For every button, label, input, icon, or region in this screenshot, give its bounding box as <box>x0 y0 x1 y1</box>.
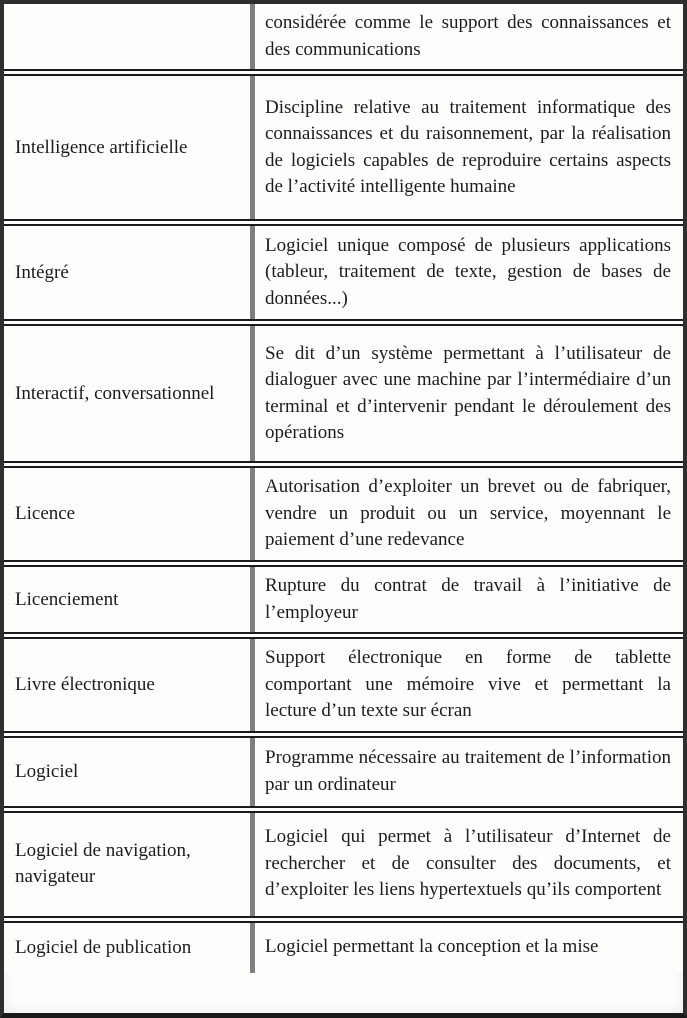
definition-text: Autorisation d’exploiter un brevet ou de fabriquer, vendre un produit ou un service, moyennant le paiement d’une redevance <box>265 476 671 551</box>
definition-text: Se dit d’un système permettant à l’utilisateur de dialoguer avec une machine par l’intermédiaire d’un terminal et d’intervenir pendant le déroulement des opérations <box>265 342 671 443</box>
term-cell <box>4 738 250 806</box>
term-text: Intelligence artificielle <box>15 136 188 158</box>
table-row <box>4 226 683 326</box>
definition-text: Support électronique en forme de tablette comportant une mémoire vive et permettant la lecture d’un texte sur écran <box>265 647 671 721</box>
table-row <box>4 326 683 468</box>
table-row <box>4 76 683 226</box>
term-cell <box>4 567 250 632</box>
term-cell <box>4 326 250 461</box>
term-text: Logiciel <box>15 760 79 782</box>
table-row <box>4 468 683 567</box>
term-cell <box>4 639 250 731</box>
table-row <box>4 567 683 639</box>
definition-cell <box>250 326 683 461</box>
term-text: Licenciement <box>15 588 119 610</box>
definition-cell <box>250 639 683 731</box>
term-text: Interactif, conversationnel <box>15 382 215 404</box>
definition-text: Logiciel permettant la conception et la mise <box>265 936 599 958</box>
table-row <box>4 639 683 738</box>
definition-cell <box>250 567 683 632</box>
definition-text: Logiciel qui permet à l’utilisateur d’Internet de rechercher et de consulter des documents, et d’exploiter les liens hypertextuels qu’ils comportent <box>265 826 671 901</box>
term-text: Logiciel de publication <box>15 936 192 958</box>
table-row <box>4 813 683 923</box>
definition-cell <box>250 813 683 916</box>
definition-cell <box>250 4 683 69</box>
term-text: Logiciel de navigation, navigateur <box>15 840 191 887</box>
term-text: Licence <box>15 503 76 524</box>
term-cell <box>4 4 250 69</box>
term-cell <box>4 923 250 973</box>
definition-text: Rupture du contrat de travail à l’initiative de l’employeur <box>265 575 671 623</box>
definition-text: considérée comme le support des connaissances et des communications <box>265 12 671 60</box>
table-row <box>4 738 683 813</box>
term-cell <box>4 813 250 916</box>
table-row <box>4 923 683 973</box>
definition-text: Discipline relative au traitement informatique des connaissances et du raisonnement, par la réalisation de logiciels capables de reproduire certains aspects de l’activité intelligente humaine <box>265 96 671 197</box>
term-cell <box>4 226 250 319</box>
definition-text: Programme nécessaire au traitement de l’information par un ordinateur <box>265 747 671 795</box>
table-row <box>4 4 683 76</box>
definition-cell <box>250 226 683 319</box>
term-text: Intégré <box>15 261 69 283</box>
definition-cell <box>250 76 683 219</box>
definition-text: Logiciel unique composé de plusieurs applications (tableur, traitement de texte, gestion de bases de données...) <box>265 234 671 309</box>
definition-cell <box>250 468 683 560</box>
definition-cell <box>250 738 683 806</box>
definition-cell <box>250 923 683 973</box>
term-cell <box>4 76 250 219</box>
term-cell <box>4 468 250 560</box>
term-text: Livre électronique <box>15 673 155 695</box>
